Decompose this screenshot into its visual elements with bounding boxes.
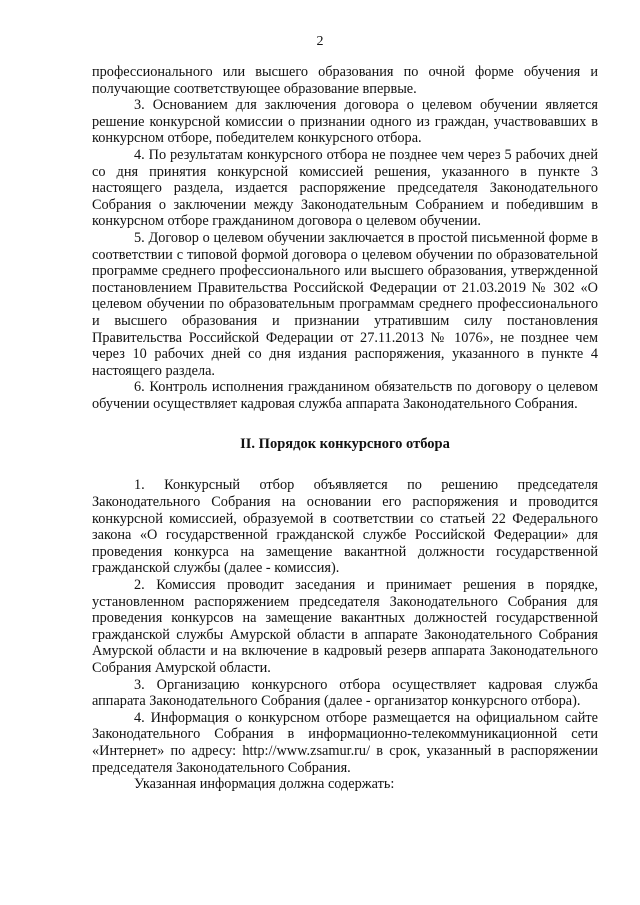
paragraph-continuation: профессионального или высшего образования по очной форме обучения и получающие соответствующее образование впервые. <box>92 64 598 97</box>
section2-paragraph-item-1: 1. Конкурсный отбор объявляется по решению председателя Законодательного Собрания на основании его распоряжения и проводится конкурсной комиссией, образуемой в соответствии со статьей 22 Федерального закона «О государственной гражданской службе Российской Федерации» для проведения конкурса на замещение вакантной должности государственной гражданской службы (далее - комиссия). <box>92 477 598 577</box>
document-body <box>92 64 598 793</box>
section2-paragraph-content-intro: Указанная информация должна содержать: <box>134 776 395 793</box>
section-heading: II. Порядок конкурсного отбора <box>240 436 450 453</box>
section2-paragraph-item-2: 2. Комиссия проводит заседания и принимает решения в порядке, установленном распоряжением председателя Законодательного Собрания для проведения конкурсов на замещение вакантных должностей государственной гражданской службы Амурской области в аппарате Законодательного Собрания Амурской области и на включение в кадровый резерв аппарата Законодательного Собрания Амурской области. <box>92 577 598 676</box>
paragraph-item-5: 5. Договор о целевом обучении заключается в простой письменной форме в соответствии с типовой формой договора о целевом обучении по образовательной программе среднего профессионального или высшего образования, утвержденной постановлением Правительства Российской Федерации от 21.03.2019 № 302 «О целевом обучении по образовательным программам среднего профессионального и высшего образования и признании утратившим силу постановления Правительства Российской Федерации от 27.11.2013 № 1076», не позднее чем через 10 рабочих дней со дня издания распоряжения, указанного в пункте 4 настоящего раздела. <box>92 229 598 379</box>
paragraph-item-3: 3. Основанием для заключения договора о целевом обучении является решение конкурсной комиссии о признании одного из граждан, участвовавших в конкурсном отборе, победителем конкурсного отбора. <box>92 97 598 147</box>
paragraph-item-4: 4. По результатам конкурсного отбора не позднее чем через 5 рабочих дней со дня принятия конкурсной комиссией решения, указанного в пункте 3 настоящего раздела, издается распоряжение председателя Законодательного Собрания о заключении между Законодательным Собранием и победившим в конкурсном отборе гражданином договора о целевом обучении. <box>92 146 598 230</box>
section2-paragraph-item-4: 4. Информация о конкурсном отборе размещается на официальном сайте Законодательного Собрания в информационно-телекоммуникационной сети «Интернет» по адресу: http://www.zsamur.ru/ в срок, указанный в распоряжении председателя Законодательного Собрания. <box>92 709 598 776</box>
section2-paragraph-item-3: 3. Организацию конкурсного отбора осуществляет кадровая служба аппарата Законодательного Собрания (далее - организатор конкурсного отбора). <box>92 676 598 710</box>
paragraph-item-6: 6. Контроль исполнения гражданином обязательств по договору о целевом обучении осуществляет кадровая служба аппарата Законодательного Собрания. <box>92 379 598 412</box>
page-number: 2 <box>316 34 324 49</box>
